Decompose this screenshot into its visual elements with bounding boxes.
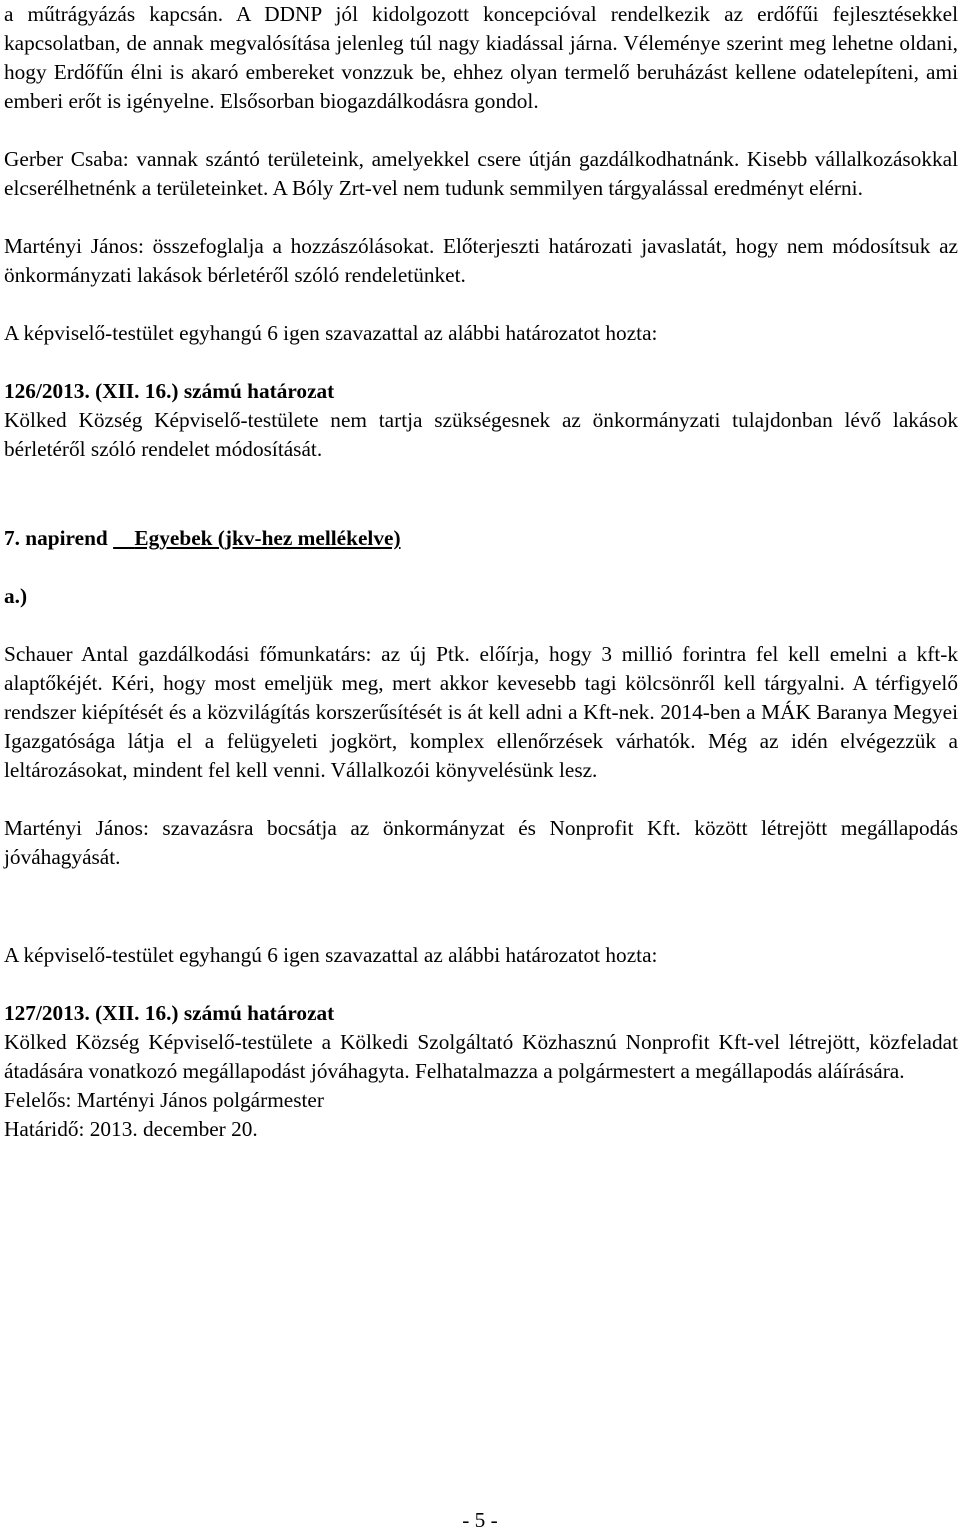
gerber-paragraph: Gerber Csaba: vannak szántó területeink, amelyekkel csere útján gazdálkodhatnánk. Kisebb vállalkozásokkal elcserélhetnénk a területeinket. A Bóly Zrt-vel nem tudunk semmilyen tárgyalással eredményt elérni. — [4, 147, 958, 200]
agenda-7-title-text: Egyebek (jkv-hez mellékelve) — [134, 526, 401, 550]
responsible-line: Felelős: Martényi János polgármester — [4, 1088, 324, 1112]
schauer-paragraph: Schauer Antal gazdálkodási főmunkatárs: az új Ptk. előírja, hogy 3 millió forintra fel kell emelni a kft-k alaptőkéjét. Kéri, hogy most emeljük meg, mert akkor kevesebb tagi kölcsönről kell tárgyalni. A térfigyelő rendszer kiépítését és a közvilágítás korszerűsítését is át kell adni a Kft-nek. 2014-ben a MÁK Baranya Megyei Igazgatósága látja el a felügyeleti jogkört, komplex ellenőrzések várhatók. Még az idén elvégezzük a leltározásokat, mindent fel kell venni. Vállalkozói könyvelésünk lesz. — [4, 642, 958, 782]
resolution-126-title: 126/2013. (XII. 16.) számú határozat — [4, 379, 335, 403]
martenyi-paragraph-2: Martényi János: szavazásra bocsátja az önkormányzat és Nonprofit Kft. között létrejött megállapodás jóváhagyását. — [4, 816, 958, 869]
resolution-126-text: Kölked Község Képviselő-testülete nem tartja szükségesnek az önkormányzati tulajdonban lévő lakások bérletéről szóló rendelet módosítását. — [4, 408, 958, 461]
deadline-line: Határidő: 2013. december 20. — [4, 1117, 258, 1141]
vote-statement-2: A képviselő-testület egyhangú 6 igen szavazattal az alábbi határozatot hozta: — [4, 943, 658, 967]
continuation-paragraph: a műtrágyázás kapcsán. A DDNP jól kidolgozott koncepcióval rendelkezik az erdőfűi fejlesztésekkel kapcsolatban, de annak megvalósítása jelenleg túl nagy kiadással járna. Véleménye szerint meg lehetne oldani, hogy Erdőfűn élni is akaró embereket vonzzuk be, ehhez olyan termelő beruházást kellene odatelepíteni, ami emberi erőt is igényelne. Elsősorban biogazdálkodásra gondol. — [4, 2, 958, 113]
agenda-7-number: 7. napirend — [4, 526, 108, 550]
agenda-7-heading — [4, 524, 958, 553]
martenyi-paragraph-1: Martényi János: összefoglalja a hozzászólásokat. Előterjeszti határozati javaslatát, hogy nem módosítsuk az önkormányzati lakások bérletéről szóló rendeletünket. — [4, 234, 958, 287]
agenda-7-title — [113, 526, 400, 550]
subitem-a: a.) — [4, 584, 28, 608]
document-page — [4, 0, 958, 1144]
resolution-127-title: 127/2013. (XII. 16.) számú határozat — [4, 1001, 335, 1025]
vote-statement-1: A képviselő-testület egyhangú 6 igen szavazattal az alábbi határozatot hozta: — [4, 321, 658, 345]
page-number: - 5 - — [462, 1508, 498, 1532]
resolution-127-text: Kölked Község Képviselő-testülete a Kölkedi Szolgáltató Közhasznú Nonprofit Kft-vel létrejött, közfeladat átadására vonatkozó megállapodást jóváhagyta. Felhatalmazza a polgármestert a megállapodás aláírására. — [4, 1030, 958, 1083]
